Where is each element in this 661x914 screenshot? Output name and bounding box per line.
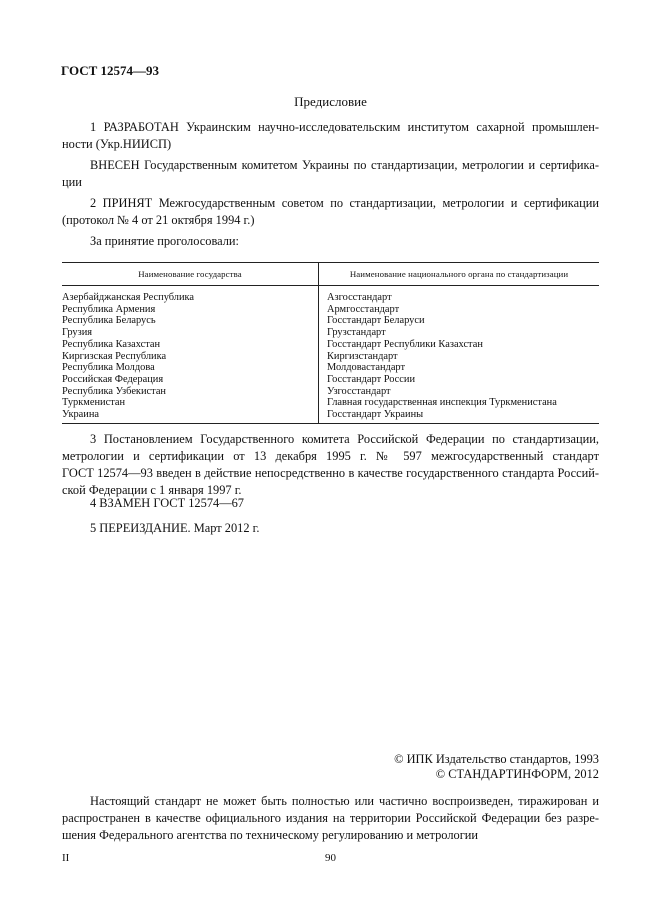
standards-body-cell: Главная государственная инспекция Туркменистана [327, 397, 557, 409]
table-row [62, 304, 599, 316]
state-name-cell: Российская Федерация [62, 374, 319, 386]
paragraph-adopted [62, 195, 599, 229]
standards-body-cell: Армгосстандарт [327, 303, 400, 315]
copyright-block [394, 752, 599, 782]
table-row [62, 386, 599, 398]
standards-body-cell: Госстандарт Беларуси [327, 315, 425, 327]
notice-line: шения Федерального агентства по техническому регулированию и метрологии [62, 828, 479, 842]
paragraph-line: ции [62, 175, 82, 189]
paragraph-line: (протокол № 4 от 21 октября 1994 г.) [62, 213, 255, 227]
notice-line: Настоящий стандарт не может быть полностью или частично воспроизведен, тиражирован и [90, 794, 599, 808]
state-name-cell: Киргизская Республика [62, 351, 319, 363]
standards-body-cell: Госстандарт Республики Казахстан [327, 338, 483, 350]
state-name-cell: Республика Армения [62, 304, 319, 316]
state-name-cell: Республика Казахстан [62, 339, 319, 351]
notice-line: распространен в качестве официального издания на территории Российской Федерации без разре- [62, 811, 599, 825]
copyright-line: © СТАНДАРТИНФОРМ, 2012 [435, 767, 599, 781]
standards-body-cell: Молдовастандарт [327, 362, 406, 374]
paragraph-line: метрологии и сертификации от 13 декабря 1995 г. № 597 межгосударственный стандарт [62, 449, 599, 463]
standards-body-cell: Узгосстандарт [327, 385, 391, 397]
state-name-cell: Республика Молдова [62, 362, 319, 374]
paragraph-line: 1 РАЗРАБОТАН Украинским научно-исследовательским институтом сахарной промышлен- [90, 120, 599, 134]
page-number: 90 [325, 852, 336, 864]
table-row [62, 409, 599, 423]
paragraph-introduced [62, 157, 599, 191]
table-row [62, 315, 599, 327]
table-row [62, 351, 599, 363]
standards-body-cell: Киргизстандарт [327, 350, 398, 362]
paragraph-line: 4 ВЗАМЕН ГОСТ 12574—67 [90, 496, 244, 510]
state-name-cell: Азербайджанская Республика [62, 286, 319, 304]
table-row [62, 362, 599, 374]
preface-title: Предисловие [294, 94, 367, 109]
table-header-state: Наименование государства [62, 263, 319, 286]
paragraph-line: ской Федерации с 1 января 1997 г. [62, 483, 242, 497]
paragraph-line: ности (Укр.НИИСП) [62, 137, 172, 151]
table-header-body: Наименование национального органа по стандартизации [319, 263, 600, 286]
paragraph-line: 5 ПЕРЕИЗДАНИЕ. Март 2012 г. [90, 521, 260, 535]
state-name-cell: Туркменистан [62, 397, 319, 409]
standards-body-cell: Грузстандарт [327, 327, 386, 339]
paragraph-resolution [62, 431, 599, 499]
document-code: ГОСТ 12574—93 [61, 63, 160, 78]
state-name-cell: Украина [62, 409, 319, 423]
paragraph-reissue [62, 520, 599, 537]
standards-body-cell: Госстандарт России [327, 373, 416, 385]
table-row [62, 374, 599, 386]
copyright-line: © ИПК Издательство стандартов, 1993 [394, 752, 599, 766]
paragraph-replaces [62, 495, 599, 512]
state-name-cell: Республика Беларусь [62, 315, 319, 327]
state-name-cell: Республика Узбекистан [62, 386, 319, 398]
roman-page-number: II [62, 852, 70, 864]
table-row [62, 397, 599, 409]
standards-body-cell: Госстандарт Украины [319, 409, 600, 423]
standards-body-cell: Азгосстандарт [327, 292, 392, 303]
state-name-cell: Грузия [62, 327, 319, 339]
table-header-row [62, 263, 599, 286]
paragraph-developed [62, 119, 599, 153]
table-row [62, 286, 599, 304]
table-row [62, 339, 599, 351]
paragraph-line: За принятие проголосовали: [90, 234, 239, 248]
paragraph-line: ВНЕСЕН Государственным комитетом Украины по стандартизации, метрологии и сертифика- [90, 158, 599, 172]
paragraph-line: ГОСТ 12574—93 введен в действие непосредственно в качестве государственного стандарта Россий- [62, 466, 599, 480]
paragraph-voted [62, 233, 599, 250]
reproduction-notice [62, 793, 599, 844]
table-row [62, 327, 599, 339]
paragraph-line: 3 Постановлением Государственного комитета Российской Федерации по стандартизации, [90, 432, 599, 446]
states-table [62, 262, 599, 424]
paragraph-line: 2 ПРИНЯТ Межгосударственным советом по стандартизации, метрологии и сертификации [90, 196, 599, 210]
